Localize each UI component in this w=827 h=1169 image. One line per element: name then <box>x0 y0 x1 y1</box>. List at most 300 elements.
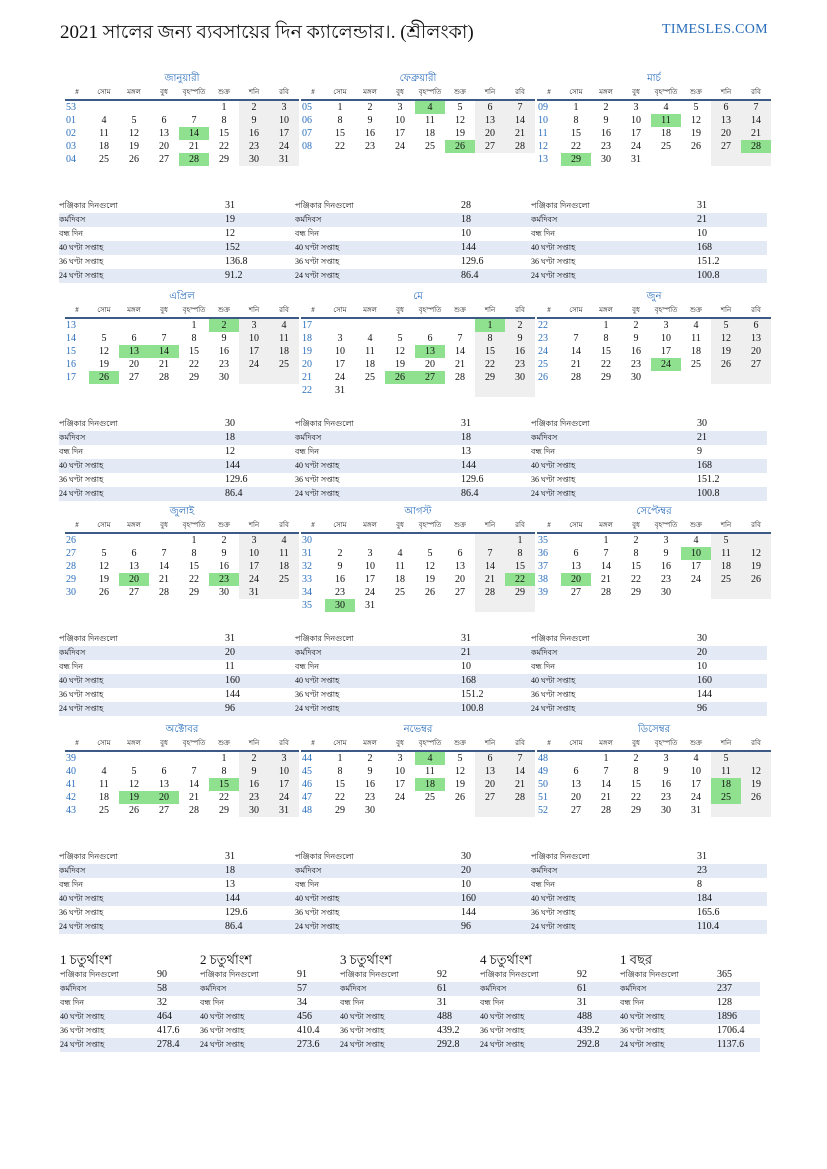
weekday-label: শুক্র <box>445 737 475 751</box>
stat-value: 129.6 <box>225 907 248 918</box>
brand-logo-text[interactable]: TIMESLES.COM <box>662 22 768 37</box>
stat-row <box>531 632 767 646</box>
day-cell: 29 <box>561 153 591 166</box>
stat-value: 31 <box>225 851 235 862</box>
day-cell: 22 <box>335 141 345 152</box>
week-number: 35 <box>302 600 312 611</box>
stat-row <box>60 1010 200 1024</box>
week-number: 36 <box>538 548 548 559</box>
day-cell: 24 <box>395 792 405 803</box>
stat-label: কর্মদিবস <box>295 213 461 227</box>
stat-row <box>295 674 531 688</box>
day-cell: 2 <box>633 320 639 331</box>
day-cell <box>415 384 445 397</box>
day-cell: 26 <box>425 587 435 598</box>
stat-row <box>295 920 531 934</box>
week-row <box>301 586 535 599</box>
day-cell: 8 <box>603 333 609 344</box>
day-cell: 5 <box>711 533 741 547</box>
week-number: 06 <box>302 115 312 126</box>
weekday-label: শনি <box>711 737 741 751</box>
weekday-header <box>65 304 299 318</box>
day-cell: 28 <box>475 586 505 599</box>
day-cell: 30 <box>631 372 641 383</box>
day-cell: 20 <box>455 574 465 585</box>
day-cell: 5 <box>101 548 107 559</box>
day-cell <box>415 804 445 817</box>
day-cell: 22 <box>219 141 229 152</box>
stat-row <box>620 1010 760 1024</box>
day-cell: 24 <box>631 141 641 152</box>
day-cell: 23 <box>239 791 269 804</box>
stat-row <box>620 996 760 1010</box>
week-row <box>301 533 535 547</box>
day-cell: 23 <box>505 358 535 371</box>
stat-value: 168 <box>461 674 531 688</box>
day-cell: 3 <box>367 548 373 559</box>
day-cell: 12 <box>711 332 741 345</box>
day-cell: 28 <box>179 153 209 166</box>
day-cell: 18 <box>99 141 109 152</box>
week-number: 17 <box>302 320 312 331</box>
day-cell <box>505 384 535 397</box>
stat-value: 31 <box>225 200 235 211</box>
weekday-label: মঙ্গল <box>119 519 149 533</box>
week-row <box>537 100 771 114</box>
stat-label: 24 ঘণ্টা সপ্তাহ <box>59 702 225 716</box>
day-cell: 11 <box>711 547 741 560</box>
stat-row <box>200 1024 340 1038</box>
stat-row <box>480 1010 620 1024</box>
stat-label: পঞ্জিকার দিনগুলো <box>531 852 590 861</box>
weekday-label: সোম <box>561 519 591 533</box>
weekday-label: বৃহস্পতি <box>651 737 681 751</box>
stat-row <box>295 255 531 269</box>
stat-label: 24 ঘণ্টা সপ্তাহ <box>295 487 461 501</box>
stat-row <box>295 213 531 227</box>
stat-value: 32 <box>157 997 167 1008</box>
weekday-label: মঙ্গল <box>591 304 621 318</box>
stat-row <box>340 1010 480 1024</box>
weekday-label: # <box>65 304 89 318</box>
stat-label: 40 ঘণ্টা সপ্তাহ <box>531 241 697 255</box>
stat-value: 31 <box>577 997 587 1008</box>
weekday-label: # <box>537 519 561 533</box>
day-cell: 27 <box>129 587 139 598</box>
day-cell: 8 <box>337 115 343 126</box>
stat-row <box>531 702 767 716</box>
stat-row <box>295 660 531 674</box>
month-name: ফেব্রুয়ারী <box>399 73 437 84</box>
day-cell: 9 <box>221 548 227 559</box>
weekday-label: শুক্র <box>681 304 711 318</box>
day-cell <box>741 371 771 384</box>
weekday-label: রবি <box>505 86 535 100</box>
day-cell: 11 <box>99 128 109 139</box>
stat-value: 439.2 <box>577 1025 600 1036</box>
stat-label: 40 ঘণ্টা সপ্তাহ <box>531 674 697 688</box>
day-cell: 19 <box>711 345 741 358</box>
day-cell: 21 <box>159 359 169 370</box>
stat-label: 36 ঘণ্টা সপ্তাহ <box>340 1026 385 1035</box>
stat-label: কর্মদিবস <box>531 864 697 878</box>
day-cell <box>475 384 505 397</box>
day-cell <box>119 533 149 547</box>
day-cell: 2 <box>367 102 373 113</box>
day-cell: 17 <box>365 574 375 585</box>
day-cell: 27 <box>159 805 169 816</box>
stat-label: 24 ঘণ্টা সপ্তাহ <box>340 1038 437 1052</box>
weekday-label: # <box>537 86 561 100</box>
stat-value: 12 <box>225 446 235 457</box>
day-cell: 25 <box>711 791 741 804</box>
day-cell: 6 <box>427 333 433 344</box>
stat-label: 24 ঘণ্টা সপ্তাহ <box>200 1038 297 1052</box>
day-cell: 7 <box>191 766 197 777</box>
day-cell <box>445 384 475 397</box>
stat-row <box>59 660 295 674</box>
weekday-label: শনি <box>475 519 505 533</box>
week-number: 25 <box>538 359 548 370</box>
stat-label: 36 ঘণ্টা সপ্তাহ <box>295 908 340 917</box>
week-number: 27 <box>66 548 76 559</box>
day-cell: 7 <box>161 548 167 559</box>
weekday-label: সোম <box>325 737 355 751</box>
day-cell: 5 <box>131 766 137 777</box>
day-cell: 20 <box>571 792 581 803</box>
stat-value: 151.2 <box>697 474 720 485</box>
week-row <box>537 371 771 384</box>
week-number: 15 <box>66 346 76 357</box>
stat-row <box>531 850 767 864</box>
day-cell: 22 <box>335 792 345 803</box>
stat-row <box>59 864 295 878</box>
day-cell: 16 <box>661 561 671 572</box>
day-cell: 29 <box>189 372 199 383</box>
weekday-label: শনি <box>239 86 269 100</box>
weekday-label: সোম <box>561 86 591 100</box>
day-cell: 30 <box>219 587 229 598</box>
weekday-label: সোম <box>325 304 355 318</box>
day-cell <box>89 751 119 765</box>
day-cell: 27 <box>571 805 581 816</box>
day-cell: 29 <box>631 587 641 598</box>
stat-label: পঞ্জিকার দিনগুলো <box>295 419 354 428</box>
day-cell: 13 <box>741 332 771 345</box>
stat-row <box>59 199 295 213</box>
day-cell: 2 <box>603 102 609 113</box>
stat-label: 40 ঘণ্টা সপ্তাহ <box>295 892 461 906</box>
weekday-label: বৃহস্পতি <box>415 86 445 100</box>
weekday-label: বৃহস্পতি <box>415 519 445 533</box>
month-grid <box>301 304 535 397</box>
week-row <box>65 332 299 345</box>
day-cell: 2 <box>239 100 269 114</box>
day-cell: 3 <box>663 320 669 331</box>
day-cell: 31 <box>691 805 701 816</box>
day-cell: 26 <box>99 587 109 598</box>
day-cell <box>385 384 415 397</box>
day-cell: 18 <box>99 792 109 803</box>
day-cell: 18 <box>269 560 299 573</box>
week-number: 41 <box>66 779 76 790</box>
day-cell: 6 <box>457 548 463 559</box>
day-cell: 15 <box>209 778 239 791</box>
day-cell: 2 <box>633 753 639 764</box>
day-cell: 31 <box>269 153 299 166</box>
month-grid <box>537 519 771 599</box>
stat-label: 24 ঘণ্টা সপ্তাহ <box>295 702 461 716</box>
day-cell <box>385 318 415 332</box>
month-calendar <box>301 723 535 817</box>
stat-row <box>59 431 295 445</box>
day-cell <box>415 533 445 547</box>
day-cell: 8 <box>191 548 197 559</box>
week-number: 02 <box>66 128 76 139</box>
day-cell: 30 <box>239 804 269 817</box>
day-cell <box>681 153 711 166</box>
month-name: মার্চ <box>647 73 661 84</box>
month-name: আগস্ট <box>404 506 432 517</box>
day-cell: 30 <box>365 805 375 816</box>
day-cell: 20 <box>425 359 435 370</box>
day-cell: 29 <box>335 805 345 816</box>
stat-value: 96 <box>697 702 767 716</box>
day-cell: 19 <box>455 128 465 139</box>
stat-label: 40 ঘণ্টা সপ্তাহ <box>295 674 461 688</box>
week-number: 24 <box>538 346 548 357</box>
stat-value: 10 <box>461 661 471 672</box>
day-cell: 24 <box>269 791 299 804</box>
day-cell <box>119 100 149 114</box>
day-cell: 12 <box>129 128 139 139</box>
stat-row <box>295 646 531 660</box>
stat-value: 18 <box>225 431 295 445</box>
day-cell: 24 <box>269 140 299 153</box>
day-cell: 2 <box>633 535 639 546</box>
day-cell <box>475 533 505 547</box>
week-row <box>537 573 771 586</box>
week-row <box>537 533 771 547</box>
day-cell: 7 <box>603 548 609 559</box>
week-row <box>537 153 771 166</box>
stat-row <box>620 968 760 982</box>
day-cell: 20 <box>129 359 139 370</box>
weekday-header <box>537 86 771 100</box>
stat-row <box>59 702 295 716</box>
weekday-label: শুক্র <box>209 304 239 318</box>
stat-label: 40 ঘণ্টা সপ্তাহ <box>60 1010 157 1024</box>
day-cell: 3 <box>633 102 639 113</box>
stat-value: 86.4 <box>225 920 295 934</box>
weekday-label: বুধ <box>149 86 179 100</box>
stat-label: 36 ঘণ্টা সপ্তাহ <box>60 1026 105 1035</box>
day-cell: 1 <box>573 102 579 113</box>
day-cell <box>355 533 385 547</box>
stat-value: 8 <box>697 879 702 890</box>
day-cell: 4 <box>101 115 107 126</box>
day-cell: 28 <box>601 805 611 816</box>
weekday-label: শুক্র <box>209 519 239 533</box>
stat-row <box>59 688 295 702</box>
day-cell: 25 <box>269 358 299 371</box>
day-cell: 13 <box>711 114 741 127</box>
day-cell: 8 <box>633 766 639 777</box>
day-cell: 19 <box>119 791 149 804</box>
stat-value: 136.8 <box>225 256 248 267</box>
day-cell: 6 <box>131 548 137 559</box>
month-grid <box>301 86 535 153</box>
stat-label: কর্মদিবস <box>340 982 437 996</box>
stat-row <box>295 473 531 487</box>
week-row <box>65 140 299 153</box>
stat-label: 24 ঘণ্টা সপ্তাহ <box>60 1038 157 1052</box>
week-row <box>537 751 771 765</box>
week-number: 13 <box>538 154 548 165</box>
day-cell: 19 <box>691 128 701 139</box>
month-stats <box>59 850 295 934</box>
weekday-header <box>65 737 299 751</box>
stat-row <box>480 996 620 1010</box>
day-cell: 8 <box>221 115 227 126</box>
day-cell: 16 <box>505 345 535 358</box>
day-cell: 16 <box>239 778 269 791</box>
stat-row <box>531 688 767 702</box>
stat-label: বন্ধ দিন <box>60 998 85 1007</box>
weekday-label: বৃহস্পতি <box>179 519 209 533</box>
week-number: 39 <box>66 753 76 764</box>
day-cell: 16 <box>219 346 229 357</box>
day-cell: 1 <box>221 753 227 764</box>
stat-value: 144 <box>461 907 476 918</box>
stat-label: 24 ঘণ্টা সপ্তাহ <box>295 269 461 283</box>
week-row <box>537 358 771 371</box>
weekday-label: মঙ্গল <box>355 737 385 751</box>
day-cell: 17 <box>269 778 299 791</box>
weekday-label: সোম <box>89 737 119 751</box>
day-cell: 21 <box>475 573 505 586</box>
day-cell: 18 <box>711 778 741 791</box>
weekday-label: রবি <box>741 519 771 533</box>
stat-value: 144 <box>461 241 531 255</box>
stat-row <box>531 906 767 920</box>
day-cell: 9 <box>633 333 639 344</box>
stat-value: 19 <box>225 213 295 227</box>
day-cell: 16 <box>365 779 375 790</box>
stat-row <box>59 674 295 688</box>
day-cell: 9 <box>239 765 269 778</box>
week-number: 33 <box>302 574 312 585</box>
month-grid <box>301 519 535 612</box>
day-cell: 22 <box>631 574 641 585</box>
stat-row <box>200 968 340 982</box>
day-cell: 6 <box>573 766 579 777</box>
stat-row <box>531 487 767 501</box>
weekday-label: বুধ <box>621 519 651 533</box>
day-cell: 13 <box>159 128 169 139</box>
stat-value: 12 <box>225 228 235 239</box>
day-cell: 30 <box>239 153 269 166</box>
day-cell: 30 <box>601 154 611 165</box>
day-cell: 23 <box>239 140 269 153</box>
weekday-label: বুধ <box>385 304 415 318</box>
day-cell: 15 <box>571 128 581 139</box>
stat-label: 36 ঘণ্টা সপ্তাহ <box>480 1026 525 1035</box>
weekday-label: সোম <box>325 519 355 533</box>
stat-label: 40 ঘণ্টা সপ্তাহ <box>59 892 225 906</box>
day-cell: 19 <box>395 359 405 370</box>
day-cell: 30 <box>661 587 671 598</box>
day-cell: 1 <box>191 320 197 331</box>
stat-value: 129.6 <box>225 474 248 485</box>
weekday-label: # <box>537 304 561 318</box>
stat-value: 160 <box>225 674 295 688</box>
month-stats <box>295 632 531 716</box>
day-cell: 14 <box>601 561 611 572</box>
stat-row <box>531 199 767 213</box>
stat-value: 23 <box>697 864 767 878</box>
stat-row <box>295 445 531 459</box>
stat-value: 165.6 <box>697 907 720 918</box>
stat-label: বন্ধ দিন <box>59 447 84 456</box>
day-cell: 6 <box>573 548 579 559</box>
stat-value: 151.2 <box>461 689 484 700</box>
weekday-header <box>301 304 535 318</box>
stat-value: 18 <box>461 431 531 445</box>
stat-label: 36 ঘণ্টা সপ্তাহ <box>295 690 340 699</box>
stat-label: বন্ধ দিন <box>200 998 225 1007</box>
day-cell: 1 <box>603 535 609 546</box>
day-cell: 8 <box>475 332 505 345</box>
day-cell: 15 <box>335 128 345 139</box>
week-number: 10 <box>538 115 548 126</box>
day-cell: 26 <box>741 573 771 586</box>
stat-value: 488 <box>577 1010 620 1024</box>
stat-value: 144 <box>225 459 295 473</box>
day-cell <box>149 318 179 332</box>
week-row <box>65 358 299 371</box>
stat-row <box>295 878 531 892</box>
stat-row <box>531 459 767 473</box>
weekday-header <box>301 737 535 751</box>
stat-row <box>59 255 295 269</box>
stat-value: 21 <box>461 646 531 660</box>
weekday-label: রবি <box>269 737 299 751</box>
stat-row <box>59 878 295 892</box>
day-cell: 28 <box>189 805 199 816</box>
stat-row <box>59 417 295 431</box>
day-cell <box>385 804 415 817</box>
stat-value: 168 <box>697 459 767 473</box>
stat-value: 292.8 <box>577 1038 620 1052</box>
weekday-label: সোম <box>89 304 119 318</box>
day-cell: 17 <box>691 779 701 790</box>
stat-label: কর্মদিবস <box>620 982 717 996</box>
day-cell: 14 <box>475 560 505 573</box>
stat-value: 30 <box>225 418 235 429</box>
weekday-label: রবি <box>505 737 535 751</box>
stat-value: 31 <box>461 633 471 644</box>
day-cell: 4 <box>693 320 699 331</box>
weekday-label: বৃহস্পতি <box>415 737 445 751</box>
day-cell <box>505 599 535 612</box>
week-row <box>65 804 299 817</box>
stat-value: 439.2 <box>437 1025 460 1036</box>
day-cell <box>119 751 149 765</box>
weekday-label: শনি <box>475 86 505 100</box>
stat-label: 24 ঘণ্টা সপ্তাহ <box>531 269 697 283</box>
stat-value: 129.6 <box>461 256 484 267</box>
